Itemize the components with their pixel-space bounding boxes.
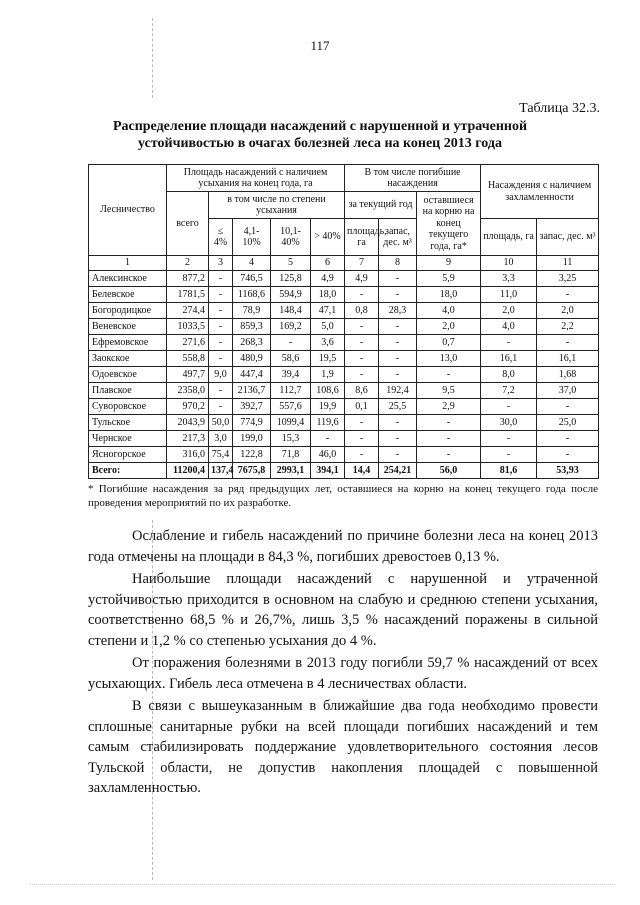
table-cell: 2,0 <box>417 319 481 335</box>
table-cell: 11 <box>537 256 599 271</box>
table-cell: 497,7 <box>167 367 209 383</box>
table-cell: - <box>379 415 417 431</box>
table-cell: 594,9 <box>271 287 311 303</box>
table-cell: 53,93 <box>537 463 599 479</box>
paragraph-2: Наибольшие площади насаждений с нарушенной и утраченной устойчивостью приходится в основном на слабую и среднюю степени усыхания, соответственно 68,5 % и 26,7%, лишь 3,5 % насаждений поражены в сильной степени и 1,2 % со степенью усыхания до 4 %. <box>88 571 598 649</box>
table-cell: 2358,0 <box>167 383 209 399</box>
table-row <box>89 431 599 447</box>
table-cell: 71,8 <box>271 447 311 463</box>
header-degree-1: ≤ 4% <box>209 219 233 256</box>
table-cell: 148,4 <box>271 303 311 319</box>
forestry-name-cell: Одоевское <box>89 367 167 383</box>
table-cell: 7675,8 <box>233 463 271 479</box>
table-cell: 47,1 <box>311 303 345 319</box>
table-row <box>89 335 599 351</box>
table-cell: - <box>417 415 481 431</box>
table-cell: 16,1 <box>537 351 599 367</box>
table-footnote: * Погибшие насаждения за ряд предыдущих лет, оставшиеся на корню на конец текущего года после проведения мероприятий по их разработке. <box>88 483 598 509</box>
table-cell: 970,2 <box>167 399 209 415</box>
forestry-name-cell: Суворовское <box>89 399 167 415</box>
forestry-name-cell: Ясногорское <box>89 447 167 463</box>
table-cell: 81,6 <box>481 463 537 479</box>
table-cell: 192,4 <box>379 383 417 399</box>
header-dead-area: площадь, га <box>345 219 379 256</box>
table-cell: - <box>345 415 379 431</box>
table-cell: - <box>417 447 481 463</box>
table-row <box>89 367 599 383</box>
table-cell: - <box>537 447 599 463</box>
forestry-name-cell: Веневское <box>89 319 167 335</box>
table-cell: - <box>379 367 417 383</box>
table-cell: 2993,1 <box>271 463 311 479</box>
table-cell: - <box>537 335 599 351</box>
table-cell: 1168,6 <box>233 287 271 303</box>
table-cell: 254,21 <box>379 463 417 479</box>
table-cell: 4,9 <box>345 271 379 287</box>
table-cell: - <box>379 351 417 367</box>
forestry-name-cell: Богородицкое <box>89 303 167 319</box>
table-cell: - <box>379 431 417 447</box>
table-cell: 19,9 <box>311 399 345 415</box>
table-cell: 1033,5 <box>167 319 209 335</box>
table-cell: 2136,7 <box>233 383 271 399</box>
table-title-line-1: Распределение площади насаждений с нарушенной и утраченной <box>112 119 528 134</box>
table-cell: - <box>345 319 379 335</box>
table-cell: 4 <box>233 256 271 271</box>
table-cell: - <box>209 383 233 399</box>
table-cell: 8,6 <box>345 383 379 399</box>
table-cell: 746,5 <box>233 271 271 287</box>
table-cell: 18,0 <box>417 287 481 303</box>
table-cell: - <box>345 335 379 351</box>
table-title <box>80 118 560 152</box>
forest-damage-table <box>88 164 599 479</box>
table-cell: 1,9 <box>311 367 345 383</box>
table-cell: 7,2 <box>481 383 537 399</box>
table-cell: - <box>209 351 233 367</box>
table-cell: - <box>345 431 379 447</box>
table-cell: 125,8 <box>271 271 311 287</box>
table-cell: 8 <box>379 256 417 271</box>
table-cell: 217,3 <box>167 431 209 447</box>
table-cell: 0,8 <box>345 303 379 319</box>
header-dead-stock: запас, дес. м³ <box>379 219 417 256</box>
table-cell: - <box>481 399 537 415</box>
table-cell: - <box>417 367 481 383</box>
forestry-name-cell: Всего: <box>89 463 167 479</box>
table-cell: 14,4 <box>345 463 379 479</box>
table-cell: 11200,4 <box>167 463 209 479</box>
header-remaining: оставшиеся на корню на конец текущего года, га* <box>417 192 481 256</box>
header-clutter-area: площадь, га <box>481 219 537 256</box>
table-cell: 78,9 <box>233 303 271 319</box>
table-cell: 119,6 <box>311 415 345 431</box>
table-cell: 1099,4 <box>271 415 311 431</box>
table-cell: - <box>379 335 417 351</box>
table-cell: 3,25 <box>537 271 599 287</box>
table-cell: 108,6 <box>311 383 345 399</box>
table-cell: 11,0 <box>481 287 537 303</box>
table-cell: 447,4 <box>233 367 271 383</box>
table-cell: - <box>481 447 537 463</box>
table-cell: 112,7 <box>271 383 311 399</box>
table-cell: 50,0 <box>209 415 233 431</box>
table-cell: 557,6 <box>271 399 311 415</box>
table-row <box>89 447 599 463</box>
table-cell: 2,0 <box>537 303 599 319</box>
table-title-line-2: устойчивостью в очагах болезней леса на конец 2013 года <box>138 136 502 151</box>
forestry-name-cell: Заокское <box>89 351 167 367</box>
table-cell: - <box>311 431 345 447</box>
header-by-degree: в том числе по степени усыхания <box>209 192 345 219</box>
table-label: Таблица 32.3. <box>519 101 600 116</box>
table-row <box>89 287 599 303</box>
table-cell: 122,8 <box>233 447 271 463</box>
header-degree-4: > 40% <box>311 219 345 256</box>
table-cell: 18,0 <box>311 287 345 303</box>
table-cell: 392,7 <box>233 399 271 415</box>
header-group-clutter: Насаждения с наличием захламленности <box>481 165 599 219</box>
table-cell: 316,0 <box>167 447 209 463</box>
header-clutter-stock: запас, дес. м³ <box>537 219 599 256</box>
table-row <box>89 415 599 431</box>
table-cell: 8,0 <box>481 367 537 383</box>
table-cell: 1,68 <box>537 367 599 383</box>
table-cell: - <box>209 287 233 303</box>
table-cell: 268,3 <box>233 335 271 351</box>
header-forestry: Лесничество <box>89 165 167 256</box>
table-cell: 169,2 <box>271 319 311 335</box>
table-cell: 3,6 <box>311 335 345 351</box>
table-cell: - <box>537 399 599 415</box>
table-row <box>89 351 599 367</box>
table-cell: 877,2 <box>167 271 209 287</box>
table-row <box>89 303 599 319</box>
table-cell: 0,1 <box>345 399 379 415</box>
scan-margin-line-top <box>152 18 153 98</box>
table-cell: 271,6 <box>167 335 209 351</box>
table-cell: 5,0 <box>311 319 345 335</box>
table-cell: 2 <box>167 256 209 271</box>
table-cell: 2,9 <box>417 399 481 415</box>
table-cell: 199,0 <box>233 431 271 447</box>
header-degree-3: 10,1-40% <box>271 219 311 256</box>
table-cell: - <box>271 335 311 351</box>
table-cell: 394,1 <box>311 463 345 479</box>
table-cell: - <box>537 431 599 447</box>
table-cell: 7 <box>345 256 379 271</box>
header-degree-2: 4,1-10% <box>233 219 271 256</box>
table-cell: - <box>379 319 417 335</box>
table-cell: - <box>209 271 233 287</box>
body-text <box>88 526 598 801</box>
table-cell: - <box>537 287 599 303</box>
table-cell: 4,0 <box>481 319 537 335</box>
forestry-name-cell: Чернское <box>89 431 167 447</box>
header-group-drying: Площадь насаждений с наличием усыхания на конец года, га <box>167 165 345 192</box>
table-cell: 3 <box>209 256 233 271</box>
table-cell: 16,1 <box>481 351 537 367</box>
table-cell: 4,9 <box>311 271 345 287</box>
paragraph-1: Ослабление и гибель насаждений по причине болезни леса на конец 2013 года отмечены на площади в 84,3 %, погибших древостоев 0,13 %. <box>88 528 598 565</box>
table-cell: - <box>379 447 417 463</box>
table-cell: 2043,9 <box>167 415 209 431</box>
paragraph-4: В связи с вышеуказанным в ближайшие два года необходимо провести сплошные санитарные рубки на всей площади погибших насаждений и тем самым стабилизировать поддержание удовлетворительного состояния лесов Тульской области, не допустив накопления площадей с повышенной захламленностью. <box>88 698 598 796</box>
table-cell: 25,5 <box>379 399 417 415</box>
table-cell: 37,0 <box>537 383 599 399</box>
header-current-year: за текущий год <box>345 192 417 219</box>
table-cell: - <box>209 399 233 415</box>
table-cell: - <box>417 431 481 447</box>
table-cell: 25,0 <box>537 415 599 431</box>
page-number: 117 <box>310 38 330 53</box>
table-cell: 6 <box>311 256 345 271</box>
table-cell: 58,6 <box>271 351 311 367</box>
table-body <box>89 256 599 479</box>
table-cell: - <box>481 335 537 351</box>
table-cell: 4,0 <box>417 303 481 319</box>
header-group-dead: В том числе погибшие насаждения <box>345 165 481 192</box>
paragraph-3: От поражения болезнями в 2013 году погибли 59,7 % насаждений от всех усыхающих. Гибель леса отмечена в 4 лесничествах области. <box>88 655 598 692</box>
table-cell: 0,7 <box>417 335 481 351</box>
table-cell: 137,4 <box>209 463 233 479</box>
table-cell: 480,9 <box>233 351 271 367</box>
forestry-name-cell: Алексинское <box>89 271 167 287</box>
table-cell: 28,3 <box>379 303 417 319</box>
table-row <box>89 319 599 335</box>
table-cell: 10 <box>481 256 537 271</box>
table-cell: - <box>345 367 379 383</box>
table-cell: 46,0 <box>311 447 345 463</box>
table-cell: - <box>209 319 233 335</box>
table-cell: 274,4 <box>167 303 209 319</box>
table-cell: - <box>209 335 233 351</box>
table-cell: 558,8 <box>167 351 209 367</box>
table-cell: - <box>345 351 379 367</box>
table-cell: 19,5 <box>311 351 345 367</box>
table-cell: 859,3 <box>233 319 271 335</box>
table-cell: 75,4 <box>209 447 233 463</box>
total-row <box>89 463 599 479</box>
table-cell: 1 <box>89 256 167 271</box>
table-cell: 13,0 <box>417 351 481 367</box>
table-row <box>89 383 599 399</box>
forestry-name-cell: Белевское <box>89 287 167 303</box>
table-cell: - <box>345 287 379 303</box>
table-cell: 39,4 <box>271 367 311 383</box>
table-row <box>89 271 599 287</box>
table-cell: 9,0 <box>209 367 233 383</box>
table-cell: - <box>379 271 417 287</box>
header-total: всего <box>167 192 209 256</box>
forestry-name-cell: Плавское <box>89 383 167 399</box>
table-row <box>89 399 599 415</box>
table-cell: 3,3 <box>481 271 537 287</box>
table-cell: 5,9 <box>417 271 481 287</box>
table-cell: 56,0 <box>417 463 481 479</box>
table-cell: 15,3 <box>271 431 311 447</box>
table-cell: - <box>345 447 379 463</box>
table-cell: - <box>379 287 417 303</box>
table-cell: - <box>209 303 233 319</box>
forestry-name-cell: Ефремовское <box>89 335 167 351</box>
table-cell: 3,0 <box>209 431 233 447</box>
column-number-row <box>89 256 599 271</box>
table-cell: - <box>481 431 537 447</box>
table-cell: 9 <box>417 256 481 271</box>
table-cell: 774,9 <box>233 415 271 431</box>
table-cell: 30,0 <box>481 415 537 431</box>
table-cell: 9,5 <box>417 383 481 399</box>
scan-bottom-edge <box>30 884 615 885</box>
table-cell: 2,2 <box>537 319 599 335</box>
forestry-name-cell: Тульское <box>89 415 167 431</box>
table-cell: 2,0 <box>481 303 537 319</box>
table-cell: 5 <box>271 256 311 271</box>
table-cell: 1781,5 <box>167 287 209 303</box>
